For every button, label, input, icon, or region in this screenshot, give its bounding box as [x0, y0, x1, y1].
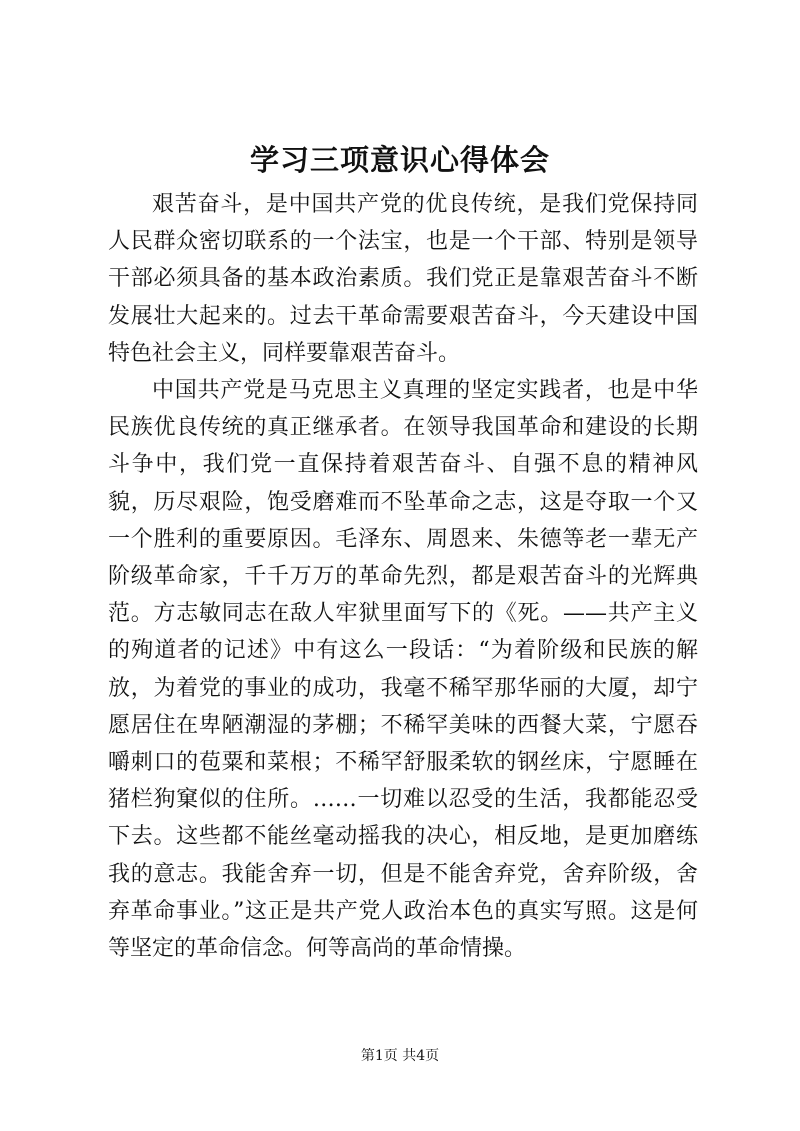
paragraph-2: 中国共产党是马克思主义真理的坚定实践者，也是中华民族优良传统的真正继承者。在领导我国革命和建设的长期斗争中，我们党一直保持着艰苦奋斗、自强不息的精神风貌，历尽艰险，饱受磨难而不坠革命之志，这是夺取一个又一个胜利的重要原因。毛泽东、周恩来、朱德等老一辈无产阶级革命家，千千万万的革命先烈，都是艰苦奋斗的光辉典范。方志敏同志在敌人牢狱里面写下的《死。——共产主义的殉道者的记述》中有这么一段话：“为着阶级和民族的解放，为着党的事业的成功，我毫不稀罕那华丽的大厦，却宁愿居住在卑陋潮湿的茅棚；不稀罕美味的西餐大菜，宁愿吞嚼刺口的苞粟和菜根；不稀罕舒服柔软的钢丝床，宁愿睡在猪栏狗窠似的住所。……一切难以忍受的生活，我都能忍受下去。这些都不能丝毫动摇我的决心，相反地，是更加磨练我的意志。我能舍弃一切，但是不能舍弃党，舍弃阶级，舍弃革命事业。”这正是共产党人政治本色的真实写照。这是何等坚定的革命信念。何等高尚的革命情操。 [108, 378, 698, 962]
document-title: 学习三项意识心得体会 [249, 143, 550, 177]
page-footer: 第1页 共4页 [360, 1048, 440, 1064]
document-body [108, 186, 698, 967]
paragraph-1: 艰苦奋斗，是中国共产党的优良传统，是我们党保持同人民群众密切联系的一个法宝，也是一个干部、特别是领导干部必须具备的基本政治素质。我们党正是靠艰苦奋斗不断发展壮大起来的。过去干革命需要艰苦奋斗，今天建设中国特色社会主义，同样要靠艰苦奋斗。 [108, 192, 698, 366]
